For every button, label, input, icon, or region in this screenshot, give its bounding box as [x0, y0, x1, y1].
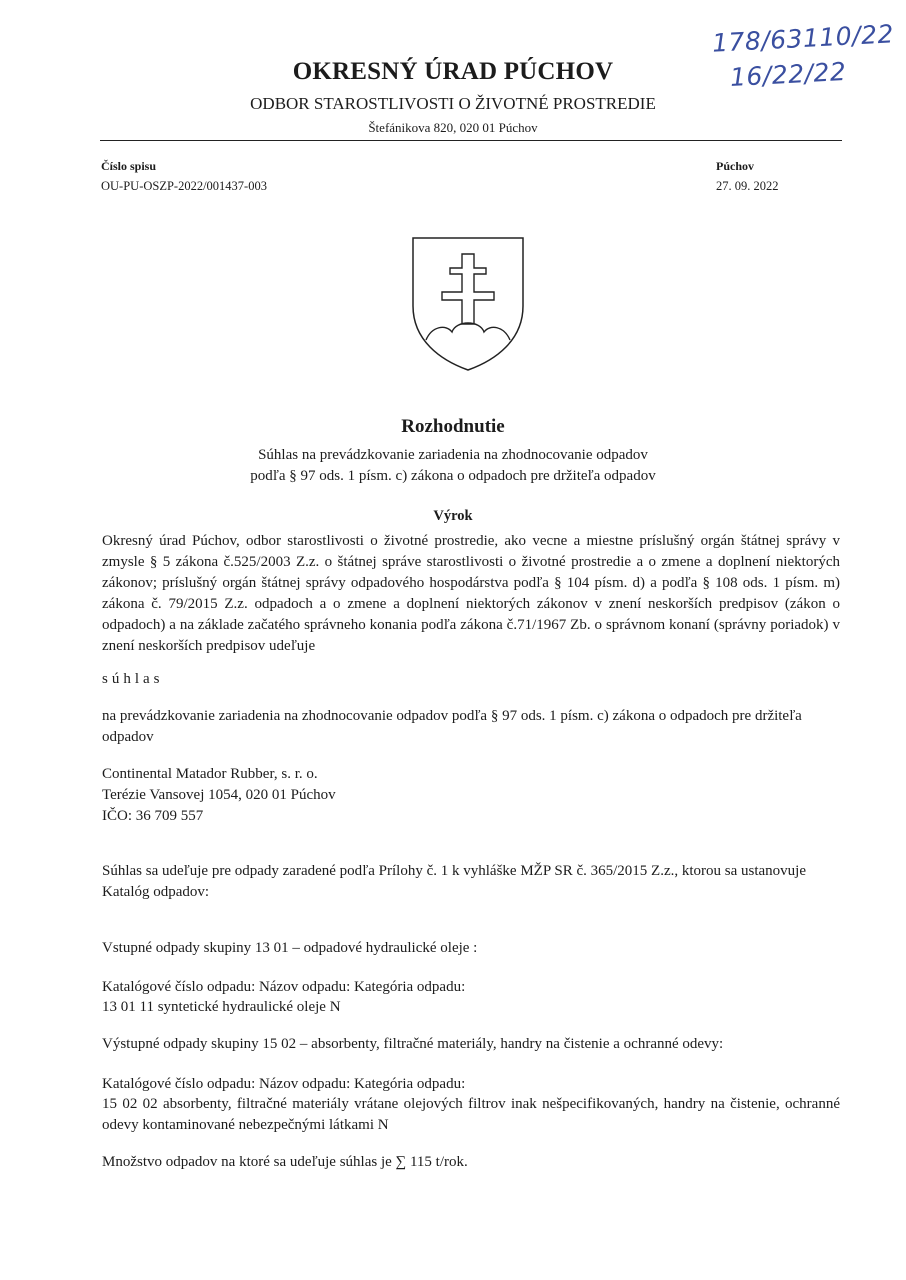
holder-ico: IČO: 36 709 557	[102, 808, 204, 824]
department-name: ODBOR STAROSTLIVOSTI O ŽIVOTNÉ PROSTREDIE	[250, 94, 656, 113]
verdict-intro-paragraph: Okresný úrad Púchov, odbor starostlivosti o životné prostredie, ako vecne a miestne príslušný orgán štátnej správy v zmysle § 5 zákona č.525/2003 Z.z. o štátnej správe starostlivosti o životné prostredie a o zmene a doplnení niektorých zákonov; príslušný orgán štátnej správy odpadového hospodárstva podľa § 104 písm. d) a podľa § 108 ods. 1 písm. m) zákona č. 79/2015 Z.z. odpadoch a o zmene a doplnení niektorých zákonov v znení neskorších predpisov (zákon o odpadoch) a na základe začatého správneho konania podľa zákona č.71/1967 Zb. o správnom konaní (správny poriadok) v znení neskorších predpisov udeľuje	[102, 533, 840, 654]
input-waste-group: Vstupné odpady skupiny 13 01 – odpadové hydraulické oleje :	[102, 940, 478, 956]
output-waste-group: Výstupné odpady skupiny 15 02 – absorbenty, filtračné materiály, handry na čistenie a ochranné odevy:	[102, 1036, 724, 1052]
date: 27. 09. 2022	[716, 179, 779, 193]
handwritten-registry-number: 16/22/22	[729, 56, 847, 93]
holder-address: Terézie Vansovej 1054, 020 01 Púchov	[102, 787, 336, 803]
decision-heading: Rozhodnutie	[401, 416, 505, 437]
holder-name: Continental Matador Rubber, s. r. o.	[102, 766, 318, 782]
verdict-heading: Výrok	[433, 508, 473, 524]
header-divider	[100, 140, 842, 141]
office-address: Štefánikova 820, 020 01 Púchov	[368, 120, 538, 135]
file-number: OU-PU-OSZP-2022/001437-003	[101, 179, 267, 193]
waste-catalogue-intro: Súhlas sa udeľuje pre odpady zaradené podľa Prílohy č. 1 k vyhláške MŽP SR č. 365/2015 Z.z., ktorou sa ustanovuje Katalóg odpadov:	[102, 863, 806, 900]
consent-word: súhlas	[102, 671, 164, 687]
output-waste-table-header: Katalógové číslo odpadu: Názov odpadu: Kategória odpadu:	[102, 1076, 466, 1092]
office-title: OKRESNÝ ÚRAD PÚCHOV	[292, 58, 614, 85]
consent-text: na prevádzkovanie zariadenia na zhodnocovanie odpadov podľa § 97 ods. 1 písm. c) zákona o odpadoch pre držiteľa odpadov	[102, 708, 802, 745]
input-waste-item: 13 01 11 syntetické hydraulické oleje N	[102, 999, 341, 1015]
file-number-label: Číslo spisu	[101, 159, 157, 173]
waste-quantity: Množstvo odpadov na ktoré sa udeľuje súhlas je ∑ 115 t/rok.	[102, 1154, 468, 1170]
place: Púchov	[716, 159, 755, 173]
decision-subtitle-line1: Súhlas na prevádzkovanie zariadenia na zhodnocovanie odpadov	[258, 447, 648, 463]
handwritten-reference-number: 178/63110/22	[711, 19, 895, 58]
coat-of-arms-emblem	[410, 236, 526, 372]
output-waste-item: 15 02 02 absorbenty, filtračné materiály vrátane olejových filtrov inak nešpecifikovaných, handry na čistenie, ochranné odevy kontaminované nebezpečnými látkami N	[102, 1096, 840, 1133]
input-waste-table-header: Katalógové číslo odpadu: Názov odpadu: Kategória odpadu:	[102, 979, 466, 995]
decision-subtitle-line2: podľa § 97 ods. 1 písm. c) zákona o odpadoch pre držiteľa odpadov	[250, 468, 656, 484]
